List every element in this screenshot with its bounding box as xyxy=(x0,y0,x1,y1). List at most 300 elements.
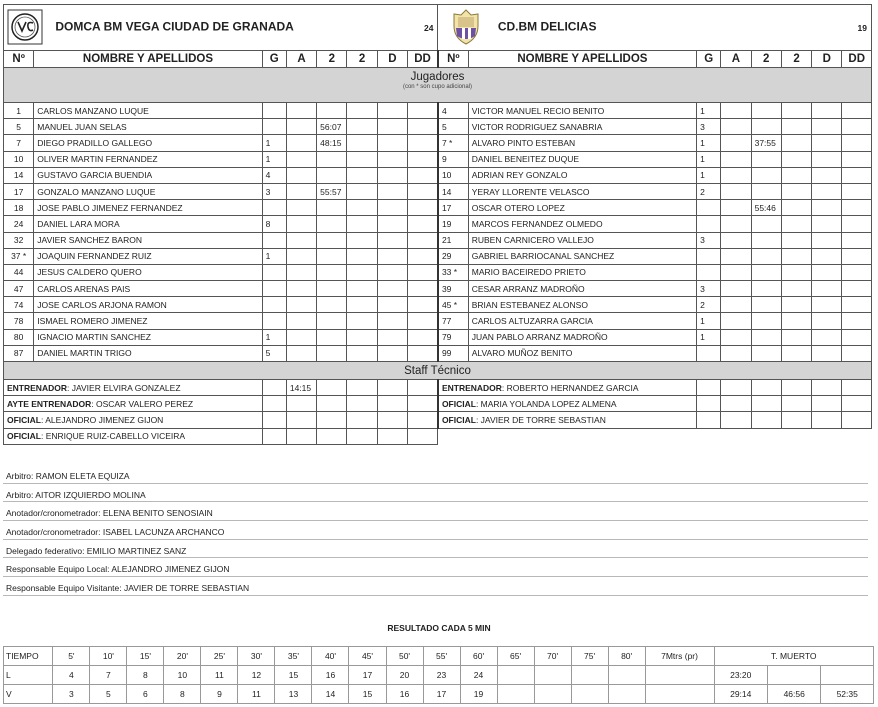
away-player-name: MARIO BACEIREDO PRIETO xyxy=(468,264,696,280)
away-player-dd xyxy=(842,232,872,248)
home-staff-cell xyxy=(317,380,347,396)
away-player-name: MARCOS FERNANDEZ OLMEDO xyxy=(468,216,696,232)
results-header-cell: 25' xyxy=(201,647,238,666)
results-value xyxy=(571,685,608,704)
staff-name: : OSCAR VALERO PEREZ xyxy=(91,398,194,409)
results-value: 10 xyxy=(164,666,201,685)
away-player-a xyxy=(721,345,751,361)
staff-name: : MARIA YOLANDA LOPEZ ALMENA xyxy=(475,398,617,409)
away-player-a xyxy=(721,313,751,329)
away-player-t2 xyxy=(781,264,811,280)
results-value: 11 xyxy=(201,666,238,685)
home-player-g: 3 xyxy=(262,183,286,199)
away-player-a xyxy=(721,264,751,280)
away-player-name: YERAY LLORENTE VELASCO xyxy=(468,183,696,199)
away-player-name: JUAN PABLO ARRANZ MADROÑO xyxy=(468,329,696,345)
home-player-g xyxy=(262,103,286,119)
away-player-a xyxy=(721,167,751,183)
away-player-t2 xyxy=(781,248,811,264)
home-player-number: 5 xyxy=(4,119,34,135)
away-player-g xyxy=(697,248,721,264)
home-player-g: 5 xyxy=(262,345,286,361)
home-player-d xyxy=(377,200,407,216)
home-player-number: 24 xyxy=(4,216,34,232)
home-player-dd xyxy=(408,216,438,232)
home-staff-member xyxy=(4,396,263,412)
away-player-t1 xyxy=(751,103,781,119)
home-staff-cell xyxy=(317,412,347,428)
results-value: 16 xyxy=(312,666,349,685)
results-value xyxy=(608,666,645,685)
results-value xyxy=(497,666,534,685)
home-player-t2 xyxy=(347,264,377,280)
away-player-dd xyxy=(842,313,872,329)
official-line: Arbitro: RAMON ELETA EQUIZA xyxy=(3,465,868,484)
results-table xyxy=(3,646,874,704)
results-title: RESULTADO CADA 5 MIN xyxy=(387,623,491,633)
away-player-number: 39 xyxy=(438,281,468,297)
column-header-row xyxy=(4,51,872,68)
away-player-name: ADRIAN REY GONZALO xyxy=(468,167,696,183)
staff-role: OFICIAL xyxy=(7,431,41,442)
away-staff-cell xyxy=(842,412,872,428)
empty-staff-cell xyxy=(438,428,872,444)
away-player-a xyxy=(721,183,751,199)
staff-role: ENTRENADOR xyxy=(441,382,502,393)
away-player-dd xyxy=(842,119,872,135)
timeout-value: 23:20 xyxy=(714,666,767,685)
home-player-g xyxy=(262,297,286,313)
staff-name: : ROBERTO HERNANDEZ GARCIA xyxy=(501,382,639,393)
home-player-t2 xyxy=(347,135,377,151)
away-player-t1 xyxy=(751,216,781,232)
away-player-d xyxy=(812,119,842,135)
away-player-d xyxy=(812,135,842,151)
results-value: 15 xyxy=(349,685,386,704)
col-2a: 2 xyxy=(317,51,347,68)
results-header-cell: 10' xyxy=(90,647,127,666)
home-player-t2 xyxy=(347,345,377,361)
home-staff-cell xyxy=(377,380,407,396)
home-player-name: GONZALO MANZANO LUQUE xyxy=(34,183,262,199)
home-player-d xyxy=(377,216,407,232)
results-value: 17 xyxy=(423,685,460,704)
away-staff-g xyxy=(697,412,721,428)
away-player-t2 xyxy=(781,297,811,313)
home-player-t1 xyxy=(317,345,347,361)
away-player-name: RUBEN CARNICERO VALLEJO xyxy=(468,232,696,248)
away-player-t1 xyxy=(751,232,781,248)
home-player-name: JESUS CALDERO QUERO xyxy=(34,264,262,280)
away-player-name: BRIAN ESTEBANEZ ALONSO xyxy=(468,297,696,313)
home-player-t1 xyxy=(317,232,347,248)
home-player-dd xyxy=(408,167,438,183)
results-header-cell: 7Mtrs (pr) xyxy=(645,647,714,666)
home-staff-cell xyxy=(408,412,438,428)
away-staff-cell xyxy=(751,380,781,396)
away-player-t2 xyxy=(781,151,811,167)
home-staff-a: 14:15 xyxy=(286,380,316,396)
home-player-number: 32 xyxy=(4,232,34,248)
away-player-number: 21 xyxy=(438,232,468,248)
away-player-t1 xyxy=(751,248,781,264)
home-player-t1 xyxy=(317,281,347,297)
away-player-g: 1 xyxy=(697,329,721,345)
home-staff-cell xyxy=(347,396,377,412)
home-player-g xyxy=(262,281,286,297)
away-player-a xyxy=(721,135,751,151)
home-staff-cell xyxy=(347,412,377,428)
home-player-d xyxy=(377,183,407,199)
results-header-cell: 65' xyxy=(497,647,534,666)
home-player-dd xyxy=(408,329,438,345)
player-row xyxy=(4,167,872,183)
away-player-d xyxy=(812,329,842,345)
results-header-cell: 55' xyxy=(423,647,460,666)
results-value: 23 xyxy=(423,666,460,685)
player-row xyxy=(4,135,872,151)
away-player-g: 1 xyxy=(697,135,721,151)
home-player-g: 4 xyxy=(262,167,286,183)
home-staff-g xyxy=(262,428,286,444)
results-value xyxy=(497,685,534,704)
home-player-dd xyxy=(408,264,438,280)
away-staff-cell xyxy=(812,380,842,396)
away-player-dd xyxy=(842,264,872,280)
player-row xyxy=(4,103,872,119)
home-player-t2 xyxy=(347,232,377,248)
home-player-t1 xyxy=(317,248,347,264)
staff-row xyxy=(4,428,872,444)
col-name: NOMBRE Y APELLIDOS xyxy=(468,51,696,68)
staff-role: OFICIAL xyxy=(7,414,41,425)
col-d: D xyxy=(377,51,407,68)
away-player-t1 xyxy=(751,264,781,280)
home-player-name: DIEGO PRADILLO GALLEGO xyxy=(34,135,262,151)
home-staff-g xyxy=(262,396,286,412)
home-score: 24 xyxy=(408,5,438,51)
results-row xyxy=(4,666,874,685)
away-player-g xyxy=(697,264,721,280)
official-line: Responsable Equipo Visitante: JAVIER DE TORRE SEBASTIAN xyxy=(3,577,868,596)
away-player-t2 xyxy=(781,135,811,151)
away-player-g: 1 xyxy=(697,313,721,329)
player-row xyxy=(4,248,872,264)
away-player-dd xyxy=(842,135,872,151)
results-header-cell: 50' xyxy=(386,647,423,666)
home-player-d xyxy=(377,345,407,361)
results-value xyxy=(608,685,645,704)
staff-row xyxy=(4,380,872,396)
home-player-a xyxy=(286,167,316,183)
away-player-dd xyxy=(842,216,872,232)
home-player-t2 xyxy=(347,216,377,232)
away-player-name: VICTOR MANUEL RECIO BENITO xyxy=(468,103,696,119)
results-team-label: V xyxy=(4,685,53,704)
home-staff-cell xyxy=(408,396,438,412)
away-player-number: 29 xyxy=(438,248,468,264)
away-staff-g xyxy=(697,380,721,396)
home-player-t1: 55:57 xyxy=(317,183,347,199)
away-player-dd xyxy=(842,248,872,264)
home-staff-cell xyxy=(377,396,407,412)
away-player-g: 3 xyxy=(697,232,721,248)
home-player-t2 xyxy=(347,119,377,135)
away-player-t2 xyxy=(781,216,811,232)
player-row xyxy=(4,183,872,199)
official-line: Responsable Equipo Local: ALEJANDRO JIMENEZ GIJON xyxy=(3,558,868,577)
staff-section-title: Staff Técnico xyxy=(4,362,872,380)
home-player-a xyxy=(286,281,316,297)
away-staff-cell xyxy=(842,380,872,396)
home-player-t2 xyxy=(347,329,377,345)
col-a: A xyxy=(286,51,316,68)
results-value xyxy=(571,666,608,685)
timeout-value: 46:56 xyxy=(767,685,820,704)
home-player-name: IGNACIO MARTIN SANCHEZ xyxy=(34,329,262,345)
away-staff-cell xyxy=(842,396,872,412)
away-player-d xyxy=(812,297,842,313)
home-player-number: 17 xyxy=(4,183,34,199)
away-staff-cell xyxy=(751,396,781,412)
staff-role: OFICIAL xyxy=(441,398,476,409)
player-row xyxy=(4,200,872,216)
away-player-dd xyxy=(842,103,872,119)
away-player-t1 xyxy=(751,119,781,135)
away-player-t1 xyxy=(751,183,781,199)
home-player-t2 xyxy=(347,151,377,167)
home-player-number: 78 xyxy=(4,313,34,329)
home-player-name: JOAQUIN FERNANDEZ RUIZ xyxy=(34,248,262,264)
home-player-a xyxy=(286,216,316,232)
away-player-name: DANIEL BENEITEZ DUQUE xyxy=(468,151,696,167)
home-player-dd xyxy=(408,297,438,313)
official-line: Anotador/cronometrador: ISABEL LACUNZA ARCHANCO xyxy=(3,521,868,540)
away-player-a xyxy=(721,248,751,264)
results-value: 9 xyxy=(201,685,238,704)
player-row xyxy=(4,151,872,167)
home-player-t1 xyxy=(317,200,347,216)
home-player-number: 47 xyxy=(4,281,34,297)
away-team-header xyxy=(438,5,842,51)
away-player-g: 2 xyxy=(697,183,721,199)
home-player-t1: 48:15 xyxy=(317,135,347,151)
home-player-t1 xyxy=(317,297,347,313)
away-player-number: 99 xyxy=(438,345,468,361)
away-staff-a xyxy=(721,396,751,412)
home-player-d xyxy=(377,248,407,264)
away-player-g: 2 xyxy=(697,297,721,313)
away-player-number: 17 xyxy=(438,200,468,216)
away-player-t2 xyxy=(781,119,811,135)
home-player-name: CARLOS MANZANO LUQUE xyxy=(34,103,262,119)
results-value: 12 xyxy=(238,666,275,685)
home-player-t2 xyxy=(347,200,377,216)
home-player-g xyxy=(262,313,286,329)
home-player-name: GUSTAVO GARCIA BUENDIA xyxy=(34,167,262,183)
away-player-dd xyxy=(842,167,872,183)
player-row xyxy=(4,232,872,248)
away-staff-g xyxy=(697,396,721,412)
results-value xyxy=(645,685,714,704)
away-player-number: 19 xyxy=(438,216,468,232)
col-2a: 2 xyxy=(751,51,781,68)
results-header-cell: 80' xyxy=(608,647,645,666)
away-player-g: 3 xyxy=(697,281,721,297)
away-player-t2 xyxy=(781,281,811,297)
results-value: 4 xyxy=(53,666,90,685)
home-player-d xyxy=(377,119,407,135)
home-player-number: 14 xyxy=(4,167,34,183)
home-player-t2 xyxy=(347,297,377,313)
home-staff-a xyxy=(286,412,316,428)
home-player-number: 10 xyxy=(4,151,34,167)
home-player-a xyxy=(286,151,316,167)
results-value: 20 xyxy=(386,666,423,685)
roster-table xyxy=(3,4,872,445)
results-header-cell: 45' xyxy=(349,647,386,666)
players-section-row xyxy=(4,68,872,103)
away-player-g: 1 xyxy=(697,103,721,119)
away-player-d xyxy=(812,183,842,199)
official-line: Anotador/cronometrador: ELENA BENITO SENOSIAIN xyxy=(3,502,868,521)
away-player-t1: 37:55 xyxy=(751,135,781,151)
results-header-cell: 60' xyxy=(460,647,497,666)
results-value: 8 xyxy=(164,685,201,704)
timeout-value: 52:35 xyxy=(821,685,874,704)
results-header-cell: 20' xyxy=(164,647,201,666)
home-player-d xyxy=(377,329,407,345)
timeout-value xyxy=(767,666,820,685)
player-row xyxy=(4,313,872,329)
away-player-number: 4 xyxy=(438,103,468,119)
away-player-t2 xyxy=(781,232,811,248)
team-header-row xyxy=(4,5,872,51)
staff-name: : JAVIER DE TORRE SEBASTIAN xyxy=(475,414,606,425)
home-player-number: 87 xyxy=(4,345,34,361)
away-player-dd xyxy=(842,297,872,313)
away-staff-a xyxy=(721,380,751,396)
home-player-name: JOSE PABLO JIMENEZ FERNANDEZ xyxy=(34,200,262,216)
results-value: 14 xyxy=(312,685,349,704)
home-staff-cell xyxy=(317,396,347,412)
home-player-a xyxy=(286,313,316,329)
away-player-number: 77 xyxy=(438,313,468,329)
away-staff-cell xyxy=(751,412,781,428)
away-player-number: 33 * xyxy=(438,264,468,280)
home-player-t1 xyxy=(317,216,347,232)
away-player-a xyxy=(721,119,751,135)
results-header-cell: 15' xyxy=(127,647,164,666)
away-player-g xyxy=(697,200,721,216)
home-player-g: 1 xyxy=(262,329,286,345)
col-num: Nº xyxy=(4,51,34,68)
away-player-a xyxy=(721,232,751,248)
away-player-a xyxy=(721,297,751,313)
away-staff-member xyxy=(438,380,697,396)
players-section-title: Jugadores xyxy=(410,71,465,83)
home-staff-cell xyxy=(408,380,438,396)
away-player-name: ALVARO PINTO ESTEBAN xyxy=(468,135,696,151)
home-player-d xyxy=(377,167,407,183)
home-player-g: 8 xyxy=(262,216,286,232)
away-staff-cell xyxy=(781,380,811,396)
away-player-number: 5 xyxy=(438,119,468,135)
away-player-a xyxy=(721,329,751,345)
col-a: A xyxy=(721,51,751,68)
away-player-t2 xyxy=(781,313,811,329)
home-player-dd xyxy=(408,345,438,361)
away-player-t2 xyxy=(781,345,811,361)
away-player-d xyxy=(812,313,842,329)
home-player-dd xyxy=(408,232,438,248)
home-player-g xyxy=(262,264,286,280)
home-player-number: 74 xyxy=(4,297,34,313)
home-player-dd xyxy=(408,135,438,151)
col-2b: 2 xyxy=(781,51,811,68)
home-player-number: 80 xyxy=(4,329,34,345)
home-player-g: 1 xyxy=(262,135,286,151)
home-player-d xyxy=(377,151,407,167)
away-staff-member xyxy=(438,412,697,428)
results-value: 16 xyxy=(386,685,423,704)
away-player-name: CARLOS ALTUZARRA GARCIA xyxy=(468,313,696,329)
home-player-name: CARLOS ARENAS PAIS xyxy=(34,281,262,297)
home-staff-member xyxy=(4,412,263,428)
home-player-dd xyxy=(408,200,438,216)
results-value: 15 xyxy=(275,666,312,685)
away-player-t1 xyxy=(751,313,781,329)
col-dd: DD xyxy=(408,51,438,68)
home-player-d xyxy=(377,297,407,313)
results-value: 17 xyxy=(349,666,386,685)
player-row xyxy=(4,119,872,135)
results-value xyxy=(534,666,571,685)
results-value: 3 xyxy=(53,685,90,704)
away-player-d xyxy=(812,103,842,119)
home-player-dd xyxy=(408,103,438,119)
results-row xyxy=(4,685,874,704)
home-player-g: 1 xyxy=(262,248,286,264)
home-player-a xyxy=(286,232,316,248)
home-player-t1 xyxy=(317,313,347,329)
away-staff-a xyxy=(721,412,751,428)
results-value: 11 xyxy=(238,685,275,704)
away-player-name: CESAR ARRANZ MADROÑO xyxy=(468,281,696,297)
home-player-t1 xyxy=(317,103,347,119)
away-player-number: 10 xyxy=(438,167,468,183)
player-row xyxy=(4,345,872,361)
home-player-a xyxy=(286,135,316,151)
home-player-t1 xyxy=(317,329,347,345)
results-value: 6 xyxy=(127,685,164,704)
away-player-t2 xyxy=(781,200,811,216)
home-player-t1: 56:07 xyxy=(317,119,347,135)
results-value: 8 xyxy=(127,666,164,685)
home-staff-a xyxy=(286,428,316,444)
away-player-d xyxy=(812,264,842,280)
home-player-g xyxy=(262,119,286,135)
away-staff-cell xyxy=(781,396,811,412)
home-player-name: JAVIER SANCHEZ BARON xyxy=(34,232,262,248)
away-player-number: 79 xyxy=(438,329,468,345)
results-header-cell: 30' xyxy=(238,647,275,666)
home-player-a xyxy=(286,329,316,345)
home-player-t1 xyxy=(317,264,347,280)
home-player-a xyxy=(286,200,316,216)
results-value: 7 xyxy=(90,666,127,685)
staff-section-row xyxy=(4,362,872,380)
